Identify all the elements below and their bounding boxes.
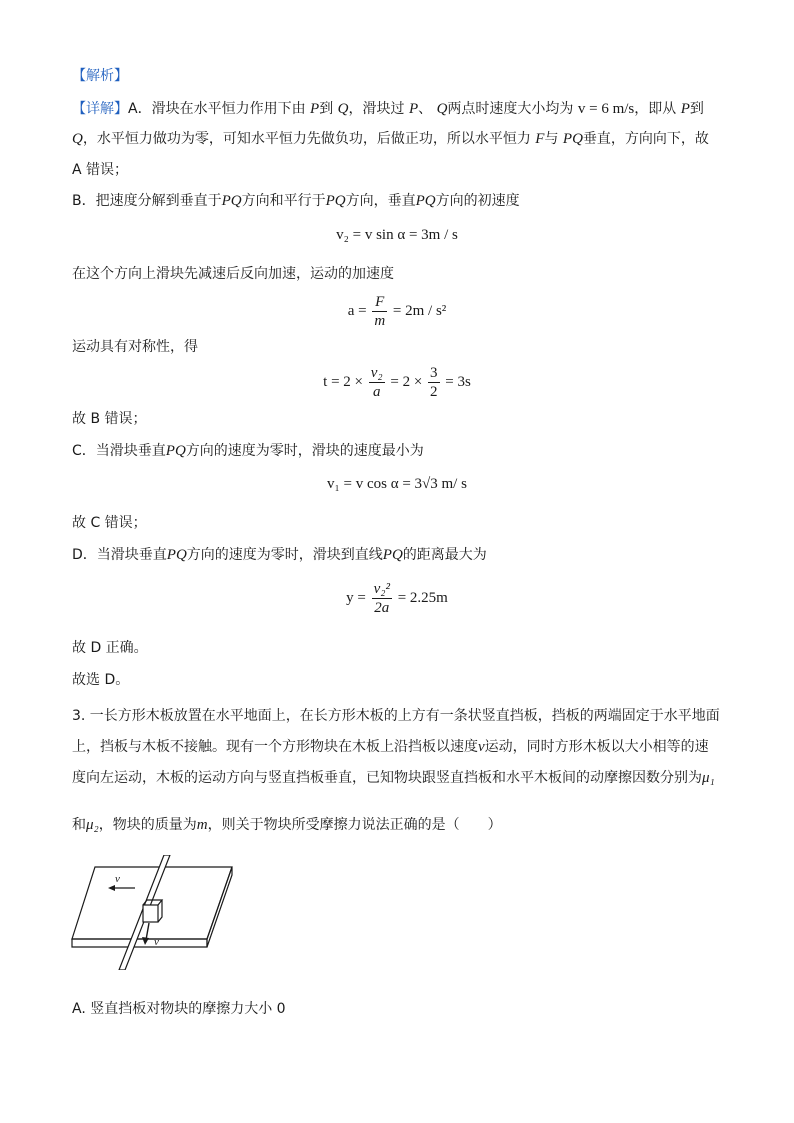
symbol-pq: PQ bbox=[221, 193, 242, 209]
eq-lhs: t = 2 × bbox=[323, 373, 363, 390]
detail-a-line2 bbox=[72, 129, 709, 149]
board-side bbox=[207, 867, 232, 947]
fraction bbox=[369, 364, 385, 401]
equation-y bbox=[0, 580, 794, 617]
text: 方向，垂直 bbox=[345, 193, 416, 209]
text: ，水平恒力做功为零，可知水平恒力先做负功，后做正功，所以水平恒力 bbox=[82, 131, 531, 147]
symbol-m: m bbox=[196, 817, 208, 833]
symbol-pq: PQ bbox=[415, 193, 436, 209]
block bbox=[143, 905, 158, 922]
fraction-denominator: 2 bbox=[430, 384, 438, 400]
equation-acceleration bbox=[0, 293, 794, 330]
text: A．滑块在水平恒力作用下由 bbox=[128, 101, 306, 117]
detail-b-line4: 故 B 错误； bbox=[72, 411, 147, 427]
board-front bbox=[72, 939, 207, 947]
analysis-heading: 【解析】 bbox=[72, 68, 128, 84]
text: ，物块的质量为 bbox=[98, 817, 197, 833]
fraction bbox=[428, 364, 440, 401]
q3-line1: 3. 一长方形木板放置在水平地面上，在长方形木板的上方有一条状竖直挡板，挡板的两端固定于水平地面 bbox=[72, 708, 720, 724]
text: 方向的初速度 bbox=[435, 193, 520, 209]
symbol-p: P bbox=[408, 101, 419, 117]
answer-line: 故选 D。 bbox=[72, 672, 130, 688]
text: ，则关于物块所受摩擦力说法正确的是（ ） bbox=[207, 817, 502, 833]
q3-line4 bbox=[72, 815, 502, 835]
q3-line3 bbox=[72, 768, 715, 788]
symbol-q: Q bbox=[72, 131, 83, 147]
fraction-numerator: 3 bbox=[430, 365, 438, 381]
speed-value: v = 6 m/s bbox=[577, 101, 635, 117]
detail-a-line1 bbox=[72, 99, 704, 119]
symbol-pq: PQ bbox=[325, 193, 346, 209]
symbol-p: P bbox=[680, 101, 690, 117]
symbol-pq: PQ bbox=[562, 131, 583, 147]
text: 运动，同时方形木板以大小相等的速 bbox=[484, 739, 709, 755]
symbol-pq: PQ bbox=[165, 443, 186, 459]
eq-lhs: a = bbox=[347, 302, 367, 319]
fraction-denominator: m bbox=[374, 313, 386, 329]
detail-a-line3: A 错误； bbox=[72, 162, 129, 178]
text: 到 bbox=[319, 101, 334, 117]
board-baffle-figure bbox=[70, 855, 235, 970]
text: 方向和平行于 bbox=[241, 193, 326, 209]
detail-d-line1 bbox=[72, 545, 487, 565]
detail-d-line2: 故 D 正确。 bbox=[72, 640, 148, 656]
text: 和 bbox=[72, 817, 86, 833]
fraction-numerator: v₂ bbox=[370, 365, 383, 381]
text: C．当滑块垂直 bbox=[72, 443, 166, 459]
detail-b-line3: 运动具有对称性，得 bbox=[72, 339, 198, 355]
board-top bbox=[72, 867, 232, 939]
detail-tag: 【详解】 bbox=[72, 101, 128, 117]
symbol-q: Q bbox=[337, 101, 349, 117]
symbol-pq: PQ bbox=[166, 547, 187, 563]
symbol-mu1: μ₁ bbox=[702, 770, 715, 786]
symbol-p: P bbox=[310, 101, 320, 117]
eq-lhs: y = bbox=[346, 589, 366, 606]
text: 垂直，方向向下，故 bbox=[582, 131, 709, 147]
fraction bbox=[372, 580, 392, 617]
symbol-q: Q bbox=[436, 101, 448, 117]
block-velocity-arrow bbox=[146, 923, 149, 940]
q3-line2 bbox=[72, 737, 709, 757]
text: 两点时速度大小均为 bbox=[447, 101, 574, 117]
text: 、 bbox=[418, 101, 433, 117]
symbol-pq: PQ bbox=[382, 547, 403, 563]
text: 与 bbox=[544, 131, 559, 147]
text: ，即从 bbox=[634, 101, 677, 117]
detail-b-line2: 在这个方向上滑块先减速后反向加速，运动的加速度 bbox=[72, 266, 394, 282]
symbol-mu2: μ₂ bbox=[86, 817, 99, 833]
equation-v2: v₂ = v sin α = 3m / s bbox=[336, 227, 458, 243]
fraction-numerator: F bbox=[372, 293, 387, 312]
arrow-head-icon bbox=[142, 937, 149, 945]
text: D．当滑块垂直 bbox=[72, 547, 167, 563]
text: 方向的速度为零时，滑块到直线 bbox=[186, 547, 383, 563]
fraction-denominator: a bbox=[372, 384, 381, 400]
label-v-left: v bbox=[115, 873, 120, 885]
detail-c-line2: 故 C 错误； bbox=[72, 515, 147, 531]
detail-b-line1 bbox=[72, 191, 520, 211]
detail-c-line1 bbox=[72, 441, 424, 461]
equation-time bbox=[0, 364, 794, 401]
text: 到 bbox=[689, 101, 704, 117]
eq-rhs: = 3s bbox=[445, 373, 471, 390]
label-v-down: v bbox=[154, 936, 159, 948]
arrow-head-icon bbox=[108, 885, 115, 891]
text: 方向的速度为零时，滑块的速度最小为 bbox=[185, 443, 424, 459]
text: ，滑块过 bbox=[348, 101, 405, 117]
text: B．把速度分解到垂直于 bbox=[72, 193, 222, 209]
symbol-v: v bbox=[478, 739, 485, 755]
eq-rhs: = 2.25m bbox=[397, 589, 448, 606]
fraction bbox=[372, 293, 387, 330]
option-a: A. 竖直挡板对物块的摩擦力大小 0 bbox=[72, 1001, 286, 1017]
fraction-denominator: 2a bbox=[374, 600, 390, 616]
symbol-f: F bbox=[535, 131, 545, 147]
eq-mid: = 2 × bbox=[390, 373, 423, 390]
text: 上，挡板与木板不接触。现有一个方形物块在木板上沿挡板以速度 bbox=[72, 739, 478, 755]
fraction-numerator: v₂² bbox=[373, 581, 390, 597]
eq-rhs: = 2m / s² bbox=[392, 302, 447, 319]
text: 的距离最大为 bbox=[402, 547, 487, 563]
text: 度向左运动，木板的运动方向与竖直挡板垂直，已知物块跟竖直挡板和水平木板间的动摩擦因数分别为 bbox=[72, 770, 702, 786]
equation-v1: v₁ = v cos α = 3√3 m/ s bbox=[327, 476, 467, 492]
